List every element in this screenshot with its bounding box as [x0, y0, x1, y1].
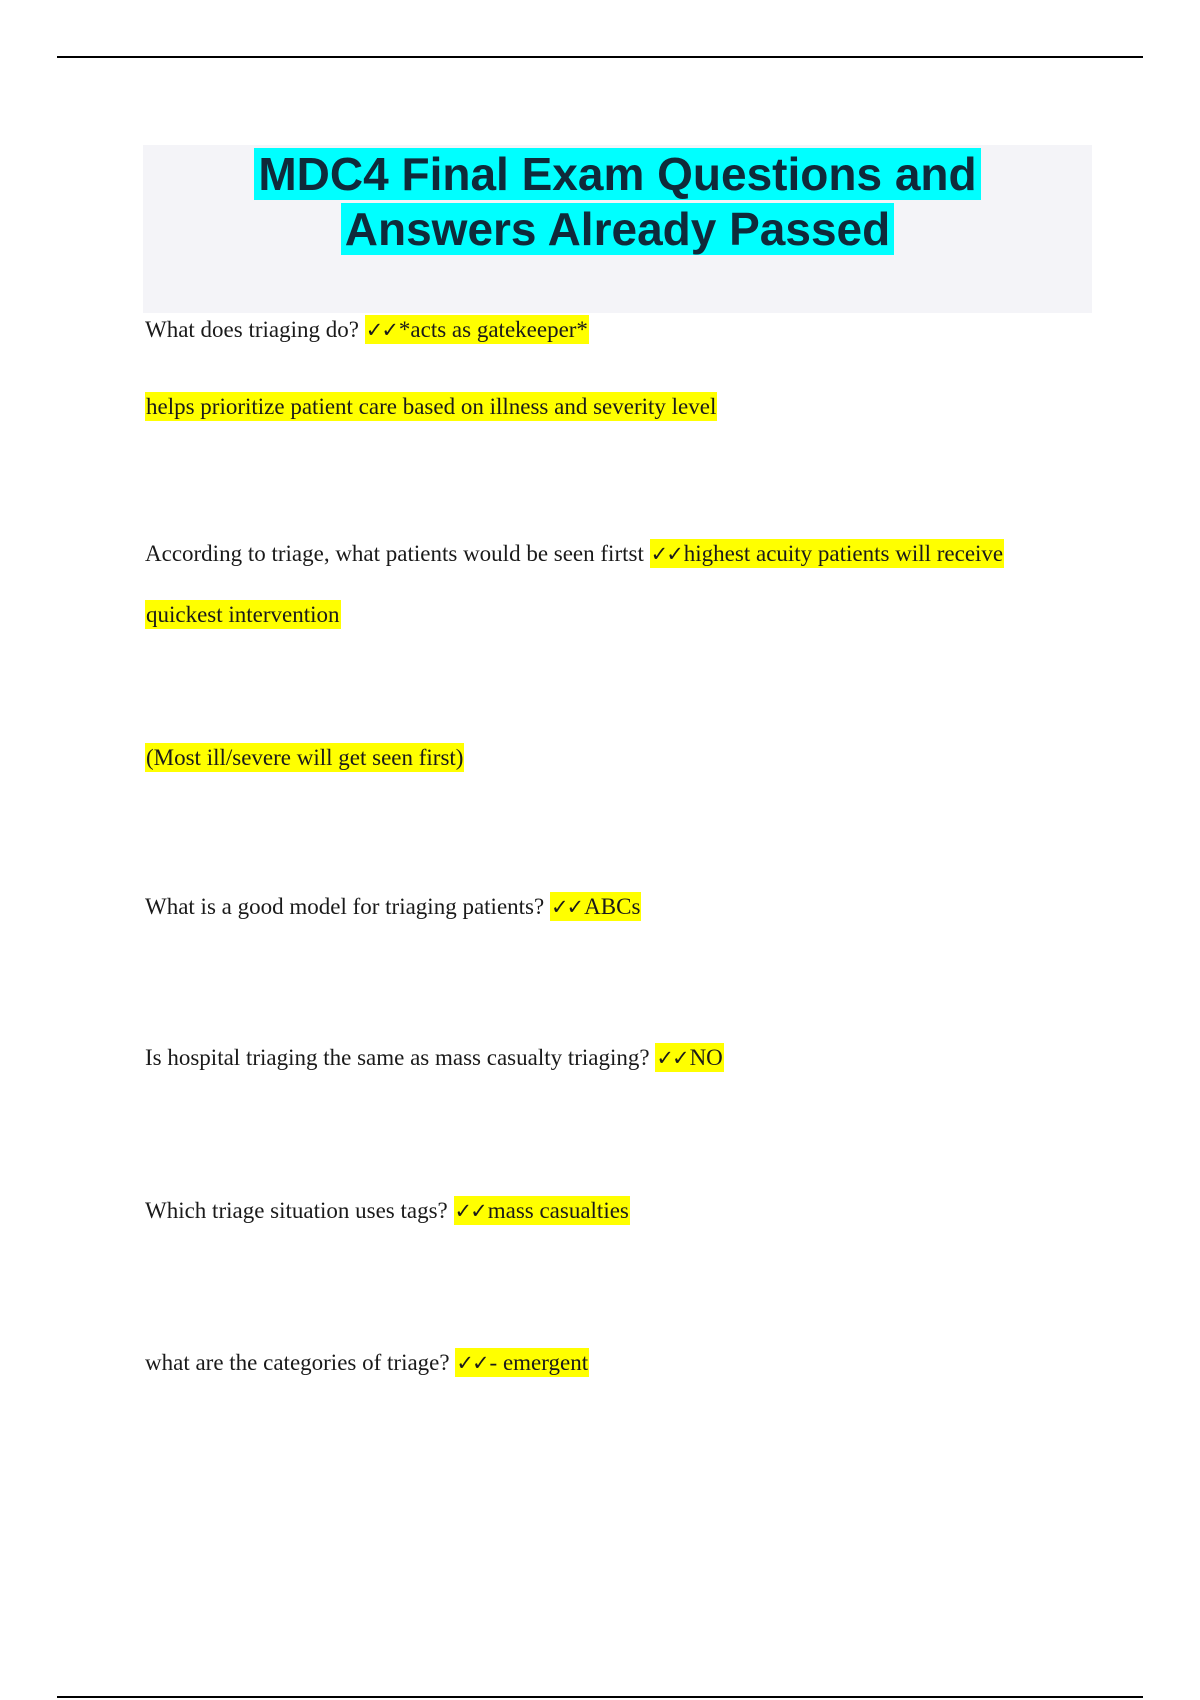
answer-text: mass casualties — [487, 1198, 629, 1223]
double-check-icon: ✓✓ — [550, 895, 583, 919]
question-text: What is a good model for triaging patients? — [145, 894, 550, 919]
answer-highlight — [650, 539, 1005, 568]
title-block — [143, 145, 1092, 313]
qa-item-2-continued — [145, 600, 341, 630]
document-title — [143, 145, 1092, 257]
bottom-rule — [57, 1696, 1143, 1698]
qa-item-1-continued — [145, 392, 717, 422]
title-line-2: Answers Already Passed — [341, 203, 894, 255]
qa-item-5 — [145, 1196, 630, 1226]
qa-item-6 — [145, 1348, 589, 1378]
answer-text: highest acuity patients will receive — [683, 541, 1004, 566]
title-line-1: MDC4 Final Exam Questions and — [254, 148, 980, 200]
double-check-icon: ✓✓ — [454, 1199, 486, 1223]
question-text: Which triage situation uses tags? — [145, 1198, 454, 1223]
double-check-icon: ✓✓ — [656, 1046, 688, 1070]
qa-item-1 — [145, 315, 589, 345]
qa-item-2-note — [145, 743, 464, 773]
double-check-icon: ✓✓ — [650, 542, 682, 566]
answer-text: - emergent — [489, 1350, 589, 1375]
qa-item-3 — [145, 892, 641, 922]
double-check-icon: ✓✓ — [365, 318, 397, 342]
answer-highlight — [550, 892, 641, 921]
answer-highlight — [455, 1348, 589, 1377]
qa-item-4 — [145, 1043, 724, 1073]
question-text: According to triage, what patients would be seen firtst — [145, 541, 650, 566]
question-text: What does triaging do? — [145, 317, 365, 342]
answer-text: *acts as gatekeeper* — [398, 317, 588, 342]
question-text: Is hospital triaging the same as mass casualty triaging? — [145, 1045, 656, 1070]
answer-text: (Most ill/severe will get seen first) — [146, 745, 464, 770]
answer-text: NO — [689, 1045, 723, 1070]
answer-highlight — [454, 1196, 630, 1225]
answer-text: helps prioritize patient care based on illness and severity level — [146, 394, 717, 419]
answer-highlight — [655, 1043, 723, 1072]
qa-item-2 — [145, 539, 1004, 569]
double-check-icon: ✓✓ — [456, 1351, 488, 1375]
top-rule — [57, 56, 1143, 58]
answer-text: quickest intervention — [146, 602, 340, 627]
question-text: what are the categories of triage? — [145, 1350, 456, 1375]
answer-text: ABCs — [584, 894, 641, 919]
answer-highlight — [365, 315, 589, 344]
